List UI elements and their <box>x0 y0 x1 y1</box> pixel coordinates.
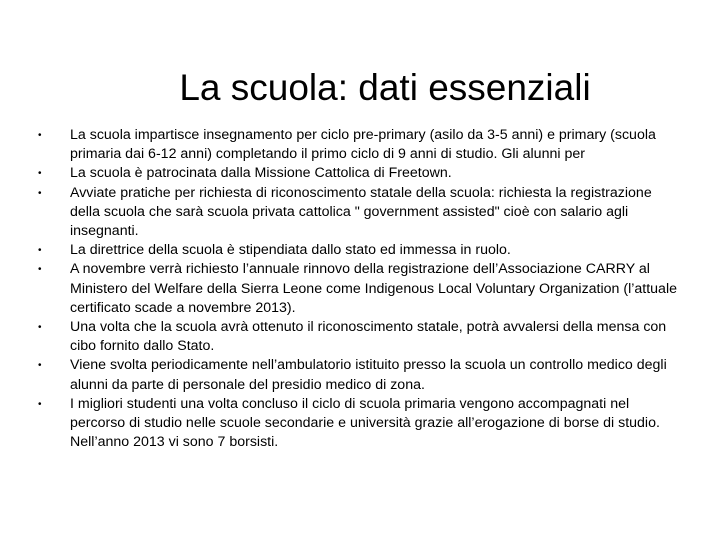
bullet-dot-icon: • <box>38 187 42 199</box>
slide-title: La scuola: dati essenziali <box>179 66 591 108</box>
bullet-item <box>38 184 678 242</box>
bullet-item <box>38 164 678 183</box>
bullet-item <box>38 318 678 356</box>
bullet-dot-icon: • <box>38 360 42 372</box>
bullet-text: La direttrice della scuola è stipendiata dallo stato ed immessa in ruolo. <box>70 242 511 259</box>
bullet-text: La scuola impartisce insegnamento per ciclo pre-primary (asilo da 3-5 anni) e primary (scuola primaria dai 6-12 anni) completando il primo ciclo di 9 anni di studio. Gli alunni per <box>70 127 656 163</box>
bullet-dot-icon: • <box>38 245 42 257</box>
bullet-item <box>38 356 678 394</box>
bullet-text: Viene svolta periodicamente nell’ambulatorio istituito presso la scuola un controllo medico degli alunni da parte di personale del presidio medico di zona. <box>70 357 667 393</box>
bullet-text: La scuola è patrocinata dalla Missione Cattolica di Freetown. <box>70 165 452 182</box>
bullet-text: A novembre verrà richiesto l’annuale rinnovo della registrazione dell’Associazione CARRY al Ministero del Welfare della Sierra Leone come Indigenous Local Voluntary Organization (l’attuale certificato scade a novembre 2013). <box>70 261 677 316</box>
bullet-dot-icon: • <box>38 264 42 276</box>
bullet-list <box>38 126 678 452</box>
bullet-text: I migliori studenti una volta concluso il ciclo di scuola primaria vengono accompagnati nel percorso di studio nelle scuole secondarie e università grazie all’erogazione di borse di studio. Nell’anno 2013 vi sono 7 borsisti. <box>70 395 660 451</box>
bullet-item <box>38 395 678 453</box>
bullet-dot-icon: • <box>38 322 42 334</box>
bullet-item <box>38 241 678 260</box>
bullet-item <box>38 126 678 164</box>
bullet-dot-icon: • <box>38 130 42 141</box>
bullet-text: Avviate pratiche per richiesta di riconoscimento statale della scuola: richiesta la registrazione della scuola che sarà scuola privata cattolica " government assisted" cioè con salario agli insegnanti. <box>70 184 652 240</box>
bullet-dot-icon: • <box>38 398 42 410</box>
bullet-dot-icon: • <box>38 168 42 180</box>
bullet-item <box>38 260 678 318</box>
bullet-text: Una volta che la scuola avrà ottenuto il riconoscimento statale, potrà avvalersi della mensa con cibo fornito dallo Stato. <box>70 319 667 355</box>
